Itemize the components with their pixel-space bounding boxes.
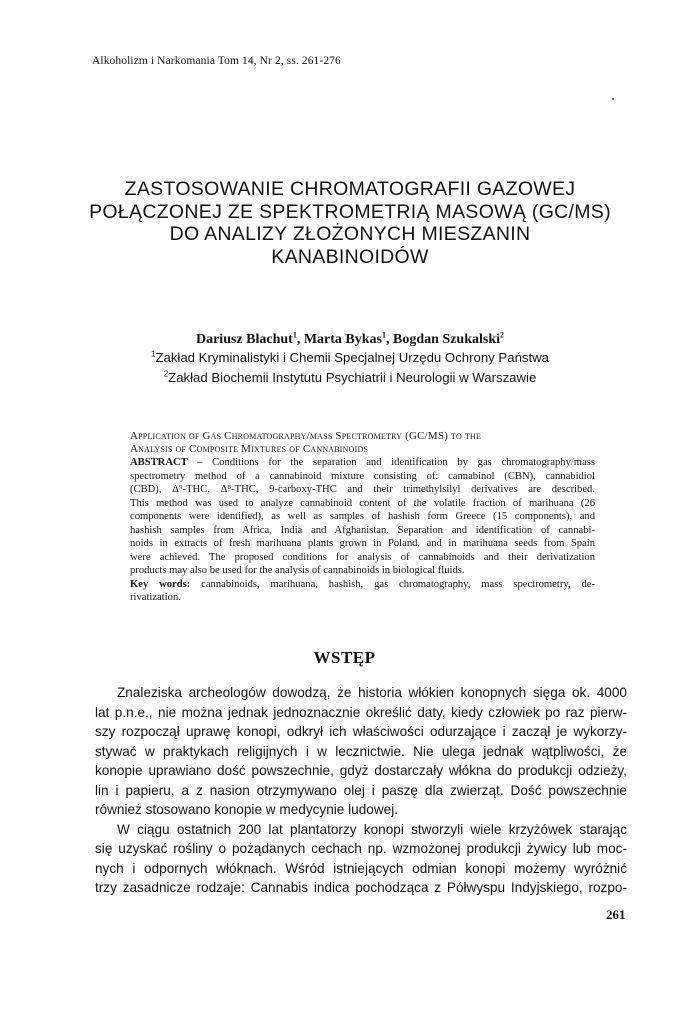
body-line: Znaleziska archeologów dowodzą, że historia włókien konopnych sięga ok. 4000 — [117, 685, 627, 700]
affiliation-text: Zakład Biochemii Instytutu Psychiatrii i Neurologii w Warszawie — [168, 370, 537, 385]
author-affiliation-mark: 2 — [500, 330, 504, 340]
author-affiliation-mark: 1 — [382, 330, 386, 340]
abstract — [130, 456, 595, 605]
abstract-line: products may also be used for the analysis of cannabinoids in biological fluids. — [130, 565, 465, 576]
body-line: lat p.n.e., nie można jednak jednoznacznie określić daty, kiedy człowiek po raz pierw- — [95, 704, 627, 720]
title-line: POŁĄCZONEJ ZE SPEKTROMETRIĄ MASOWĄ (GC/MS) — [89, 200, 611, 223]
abstract-line: noids in extracts of fresh marihuana plants grown in Poland, and in marihuana seeds from Spain — [130, 538, 595, 549]
body-line: nych i odpornych włóknach. Wśród istniejących odmian konopi możemy wyróżnić — [95, 860, 627, 876]
running-header: Alkoholizm i Narkomania Tom 14, Nr 2, ss. 261-276 — [92, 55, 341, 67]
title-line: ZASTOSOWANIE CHROMATOGRAFII GAZOWEJ — [124, 178, 576, 200]
keywords-label: Key words: — [130, 578, 202, 590]
author-name: , Bogdan Szukalski — [386, 332, 500, 347]
body-line: szy rozpoczął uprawę konopi, odkrył ich właściwości odurzające i zaczął je wykorzy- — [95, 724, 627, 739]
page-number: 261 — [606, 907, 626, 922]
body-line: konopie uprawiano dość powszechnie, gdyż dostarczały włókna do produkcji odzieży, — [95, 763, 627, 778]
body-line: stywać w praktykach religijnych i w lecznictwie. Nie ulega jednak wątpliwości, że — [95, 743, 627, 759]
abstract-line: This method was used to analyze cannabinoid content of the volatile fraction of marihuana (26 — [130, 497, 595, 509]
body-line: również stosowano konopie w medycynie ludowej. — [95, 802, 398, 817]
author-list — [120, 332, 580, 348]
body-line: się uzyskać rośliny o pożądanych cechach np. wzmożonej produkcji żywicy lub moc- — [95, 841, 627, 856]
section-heading: WSTĘP — [313, 648, 376, 667]
body-line: lin i papieru, a z nasion otrzymywano olej i paszę dla zwierząt. Dość powszechnie — [95, 782, 627, 798]
abstract-line: spectrometry method of a cannabinoid mixture consisting of: cannabinol (CBN), cannabidiol — [130, 470, 595, 482]
affiliation-mark: 1 — [150, 349, 156, 359]
english-title-line: Analysis of Composite Mixtures of Cannabinoids — [130, 442, 369, 455]
article-title — [80, 178, 620, 268]
affiliation — [110, 370, 590, 385]
abstract-line: ABSTRACT – Conditions for the separation and identification by gas chromatography/mass — [130, 457, 595, 468]
abstract-line: (CBD), Δ⁹-THC, Δ⁸-THC, 9-carboxy-THC and their trimethylsilyl derivatives are described. — [130, 484, 595, 495]
body-text — [95, 683, 627, 898]
author-name: , Marta Bykas — [296, 332, 382, 347]
affiliation — [110, 350, 590, 365]
author-affiliation-mark: 1 — [292, 330, 297, 340]
abstract-line: were achieved. The proposed conditions for analysis of cannabinoids and their derivatization — [130, 551, 595, 563]
abstract-label: ABSTRACT – — [130, 457, 213, 468]
keywords-line: Key words: cannabinoids, marihuana, hashish, gas chromatography, mass spectrometry, de- — [130, 578, 595, 590]
abstract-line: components were identified), as well as samples of hashish form Greece (15 components), and — [130, 511, 595, 522]
affiliation-mark: 2 — [163, 369, 169, 379]
english-title-line: Application of Gas Chromatography/mass Spectrometry (GC/MS) to the — [130, 430, 482, 442]
author-name: Dariusz Błachut — [195, 332, 293, 347]
english-title — [130, 430, 595, 455]
body-line: W ciągu ostatnich 200 lat plantatorzy konopi stworzyli wiele krzyżówek starając — [117, 821, 627, 837]
title-line: DO ANALIZY ZŁOŻONYCH MIESZANIN — [169, 223, 531, 245]
affiliation-text: Zakład Kryminalistyki i Chemii Specjalnej Urzędu Ochrony Państwa — [155, 350, 550, 365]
keywords-line: rivatization. — [130, 592, 181, 603]
abstract-line: hashish samples from Africa, India and Afghanistan. Separation and identification of cannabi- — [130, 524, 595, 536]
scan-speck — [612, 98, 614, 100]
body-line: trzy zasadnicze rodzaje: Cannabis indica pochodząca z Półwyspu Indyjskiego, rozpo- — [95, 880, 627, 895]
title-line: KANABINOIDÓW — [271, 245, 429, 268]
